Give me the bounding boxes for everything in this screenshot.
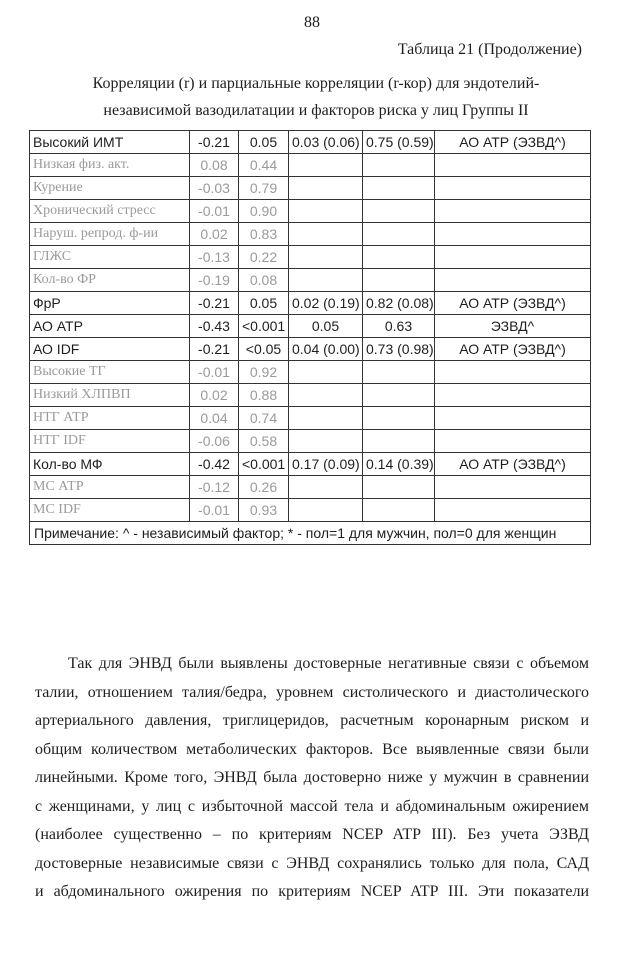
table-row (30, 200, 591, 223)
table-row (30, 246, 591, 269)
body-line: и абдоминального ожирения по критериям NCEP ATP III. Эти показатели (35, 883, 589, 900)
partial-r-cell (289, 407, 363, 430)
model-cell (435, 223, 591, 246)
p-cell: 0.05 (239, 131, 289, 154)
partial-r-cell (289, 499, 363, 522)
partial-r-cell: 0.17 (0.09) (289, 453, 363, 476)
factor-cell: НТГ АТР (30, 407, 190, 430)
p-cell: <0.001 (239, 315, 289, 338)
factor-cell: МС АТР (30, 476, 190, 499)
factor-cell: Высокий ИМТ (30, 131, 190, 154)
partial-r-cell: 0.03 (0.06) (289, 131, 363, 154)
factor-cell: АО АТР (30, 315, 190, 338)
r-cell: -0.06 (190, 430, 239, 453)
r-cell: -0.21 (190, 292, 239, 315)
r-cell: 0.04 (190, 407, 239, 430)
factor-cell: Низкий ХЛПВП (30, 384, 190, 407)
table-title-line: независимой вазодилатации и факторов риска у лиц Группы II (103, 102, 529, 119)
factor-cell: МС IDF (30, 499, 190, 522)
partial-r-cell (289, 223, 363, 246)
table-row (30, 338, 591, 361)
paragraph-text (35, 650, 589, 907)
r-cell: -0.43 (190, 315, 239, 338)
partial-r-cell (289, 384, 363, 407)
r-cell: -0.13 (190, 246, 239, 269)
table-row (30, 384, 591, 407)
partial-p-cell (363, 269, 435, 292)
model-cell (435, 430, 591, 453)
table-row (30, 177, 591, 200)
factor-cell: ГЛЖС (30, 246, 190, 269)
p-cell: 0.83 (239, 223, 289, 246)
model-cell: ЭЗВД^ (435, 315, 591, 338)
r-cell: -0.01 (190, 499, 239, 522)
partial-p-cell (363, 384, 435, 407)
r-cell: -0.21 (190, 131, 239, 154)
partial-r-cell (289, 430, 363, 453)
r-cell: -0.21 (190, 338, 239, 361)
factor-cell: Кол-во ФР (30, 269, 190, 292)
body-line: талии, отношением талия/бедра, уровнем систолического и диастолического (35, 683, 589, 701)
partial-r-cell (289, 476, 363, 499)
p-cell: 0.44 (239, 154, 289, 177)
r-cell: 0.02 (190, 384, 239, 407)
body-line: линейными. Кроме того, ЭНВД была достоверно ниже у мужчин в сравнении (35, 769, 589, 786)
partial-p-cell: 0.63 (363, 315, 435, 338)
table-row (30, 154, 591, 177)
p-cell: 0.08 (239, 269, 289, 292)
table-row (30, 453, 591, 476)
table-note: Примечание: ^ - независимый фактор; * - пол=1 для мужчин, пол=0 для женщин (30, 522, 591, 545)
partial-p-cell (363, 361, 435, 384)
factor-cell: НТГ IDF (30, 430, 190, 453)
partial-r-cell: 0.05 (289, 315, 363, 338)
partial-p-cell (363, 154, 435, 177)
model-cell (435, 269, 591, 292)
table-row (30, 499, 591, 522)
body-line: достоверные независимые связи с ЭНВД сохранялись только для пола, САД (35, 854, 589, 872)
table-body (30, 131, 591, 522)
partial-r-cell: 0.04 (0.00) (289, 338, 363, 361)
p-cell: 0.79 (239, 177, 289, 200)
table-row (30, 269, 591, 292)
table-row (30, 476, 591, 499)
partial-p-cell (363, 476, 435, 499)
factor-cell: Хронический стресс (30, 200, 190, 223)
r-cell: 0.08 (190, 154, 239, 177)
partial-r-cell (289, 200, 363, 223)
partial-r-cell (289, 269, 363, 292)
body-line: общим количеством метаболических факторов. Все выявленные связи были (35, 740, 589, 758)
p-cell: <0.001 (239, 453, 289, 476)
model-cell (435, 154, 591, 177)
partial-p-cell: 0.75 (0.59) (363, 131, 435, 154)
table-row (30, 223, 591, 246)
table-row (30, 315, 591, 338)
factor-cell: Наруш. репрод. ф-ии (30, 223, 190, 246)
model-cell (435, 361, 591, 384)
r-cell: -0.12 (190, 476, 239, 499)
partial-r-cell (289, 154, 363, 177)
model-cell (435, 246, 591, 269)
body-line: артериального давления, триглицеридов, расчетным коронарным риском и (35, 712, 589, 729)
p-cell: 0.93 (239, 499, 289, 522)
model-cell (435, 476, 591, 499)
partial-p-cell (363, 200, 435, 223)
factor-cell: Курение (30, 177, 190, 200)
partial-p-cell: 0.14 (0.39) (363, 453, 435, 476)
factor-cell: Кол-во МФ (30, 453, 190, 476)
partial-r-cell (289, 177, 363, 200)
partial-p-cell (363, 430, 435, 453)
r-cell: -0.01 (190, 200, 239, 223)
factor-cell: АО IDF (30, 338, 190, 361)
model-cell (435, 177, 591, 200)
page-number: 88 (304, 14, 320, 31)
table-row (30, 361, 591, 384)
p-cell: 0.88 (239, 384, 289, 407)
r-cell: -0.42 (190, 453, 239, 476)
table-title (36, 70, 596, 124)
factor-cell: Низкая физ. акт. (30, 154, 190, 177)
model-cell: АО АТР (ЭЗВД^) (435, 292, 591, 315)
partial-p-cell (363, 407, 435, 430)
partial-p-cell (363, 499, 435, 522)
model-cell (435, 407, 591, 430)
model-cell (435, 499, 591, 522)
body-line: Так для ЭНВД были выявлены достоверные негативные связи с объемом (68, 655, 589, 672)
r-cell: -0.19 (190, 269, 239, 292)
table-row (30, 292, 591, 315)
table-title-line: Корреляции (r) и парциальные корреляции (r-кор) для эндотелий- (92, 75, 540, 92)
body-paragraph (35, 650, 589, 907)
model-cell (435, 200, 591, 223)
model-cell: АО АТР (ЭЗВД^) (435, 338, 591, 361)
note-row (30, 522, 591, 545)
p-cell: <0.05 (239, 338, 289, 361)
r-cell: -0.03 (190, 177, 239, 200)
p-cell: 0.26 (239, 476, 289, 499)
table-row (30, 407, 591, 430)
partial-p-cell (363, 246, 435, 269)
body-line: (наиболее существенно – по критериям NCEP ATP III). Без учета ЭЗВД (35, 826, 589, 843)
model-cell (435, 384, 591, 407)
p-cell: 0.90 (239, 200, 289, 223)
table-caption: Таблица 21 (Продолжение) (397, 41, 582, 58)
p-cell: 0.58 (239, 430, 289, 453)
correlation-table (29, 130, 591, 545)
r-cell: -0.01 (190, 361, 239, 384)
partial-p-cell: 0.73 (0.98) (363, 338, 435, 361)
partial-p-cell (363, 177, 435, 200)
body-line: с женщинами, у лиц с избыточной массой тела и абдоминальным ожирением (35, 797, 589, 815)
model-cell: АО АТР (ЭЗВД^) (435, 131, 591, 154)
partial-r-cell (289, 246, 363, 269)
model-cell: АО АТР (ЭЗВД^) (435, 453, 591, 476)
partial-r-cell: 0.02 (0.19) (289, 292, 363, 315)
table-row (30, 430, 591, 453)
p-cell: 0.92 (239, 361, 289, 384)
table-row (30, 131, 591, 154)
p-cell: 0.22 (239, 246, 289, 269)
partial-p-cell (363, 223, 435, 246)
factor-cell: Высокие ТГ (30, 361, 190, 384)
factor-cell: ФрР (30, 292, 190, 315)
partial-r-cell (289, 361, 363, 384)
p-cell: 0.74 (239, 407, 289, 430)
p-cell: 0.05 (239, 292, 289, 315)
r-cell: 0.02 (190, 223, 239, 246)
partial-p-cell: 0.82 (0.08) (363, 292, 435, 315)
